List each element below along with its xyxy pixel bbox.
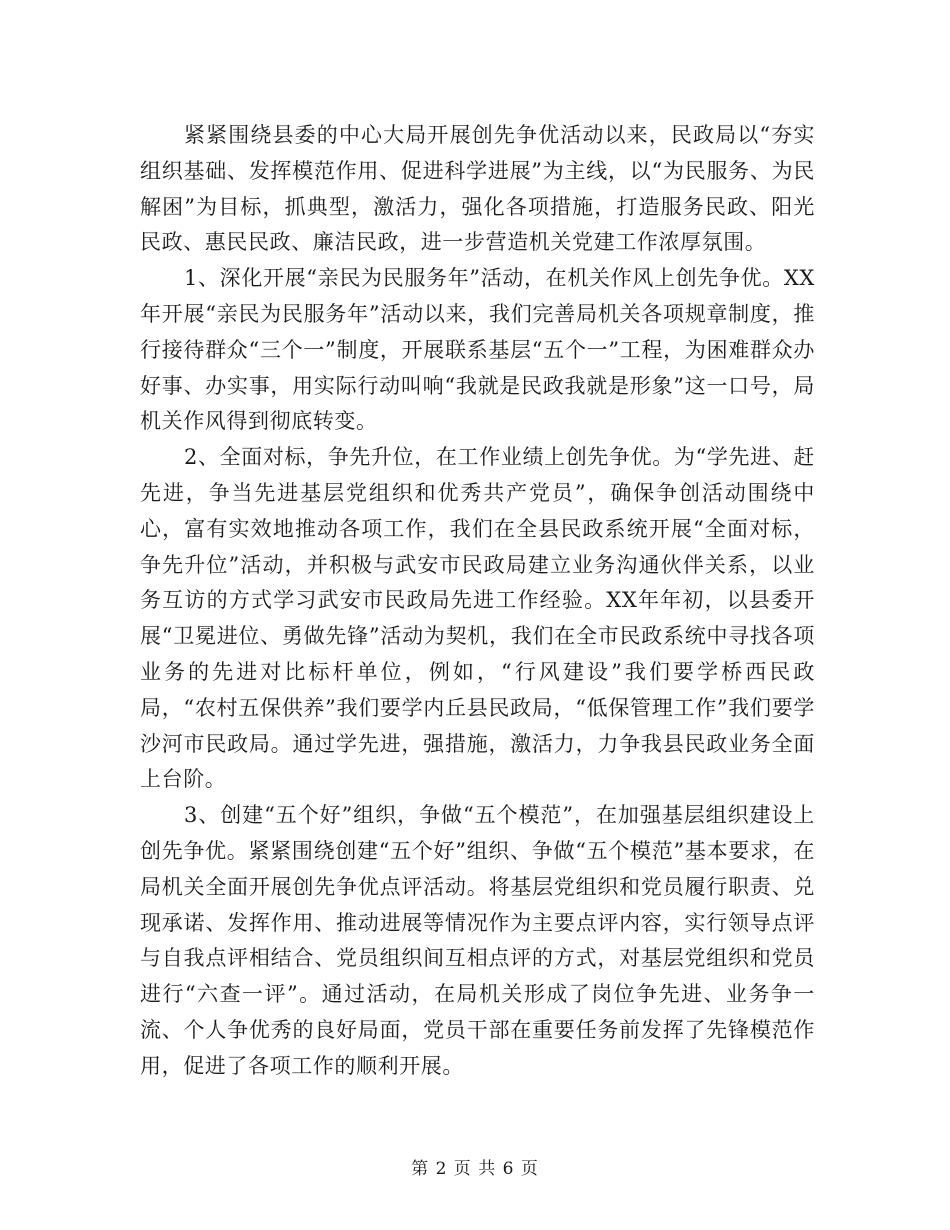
document-body <box>140 118 815 1085</box>
paragraph-item-1: 1、深化开展“亲民为民服务年”活动，在机关作风上创先争优。XX年开展“亲民为民服务年”活动以来，我们完善局机关各项规章制度，推行接待群众“三个一”制度，开展联系基层“五个一”工程，为困难群众办好事、办实事，用实际行动叫响“我就是民政我就是形象”这一口号，局机关作风得到彻底转变。 <box>140 266 815 434</box>
page-number-footer: 第 2 页 共 6 页 <box>411 1159 539 1179</box>
paragraph-item-3: 3、创建“五个好”组织，争做“五个模范”，在加强基层组织建设上创先争优。紧紧围绕创建“五个好”组织、争做“五个模范”基本要求，在局机关全面开展创先争优点评活动。将基层党组织和党员履行职责、兑现承诺、发挥作用、推动进展等情况作为主要点评内容，实行领导点评与自我点评相结合、党员组织间互相点评的方式，对基层党组织和党员进行“六查一评”。通过活动，在局机关形成了岗位争先进、业务争一流、个人争优秀的良好局面，党员干部在重要任务前发挥了先锋模范作用，促进了各项工作的顺利开展。 <box>140 803 815 1078</box>
paragraph-item-2: 2、全面对标，争先升位，在工作业绩上创先争优。为“学先进、赶先进，争当先进基层党组织和优秀共产党员”，确保争创活动围绕中心，富有实效地推动各项工作，我们在全县民政系统开展“全面对标，争先升位”活动，并积极与武安市民政局建立业务沟通伙伴关系，以业务互访的方式学习武安市民政局先进工作经验。XX年年初，以县委开展“卫冕进位、勇做先锋”活动为契机，我们在全市民政系统中寻找各项业务的先进对比标杆单位，例如，“行风建设”我们要学桥西民政局，“农村五保供养”我们要学内丘县民政局，“低保管理工作”我们要学沙河市民政局。通过学先进，强措施，激活力，力争我县民政业务全面上台阶。 <box>140 445 815 792</box>
paragraph-intro: 紧紧围绕县委的中心大局开展创先争优活动以来，民政局以“夯实组织基础、发挥模范作用、促进科学进展”为主线，以“为民服务、为民解困”为目标，抓典型，激活力，强化各项措施，打造服务民政、阳光民政、惠民民政、廉洁民政，进一步营造机关党建工作浓厚氛围。 <box>140 123 815 255</box>
